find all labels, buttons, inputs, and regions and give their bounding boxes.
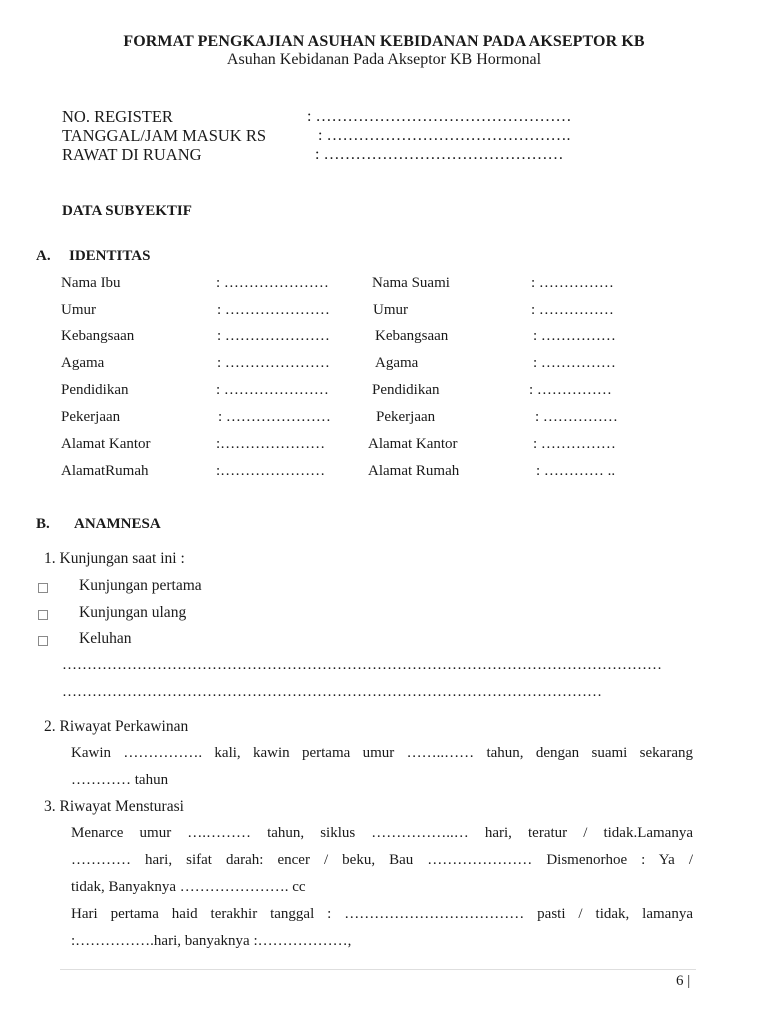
keluhan-fill-line-1: ………………………………………………………………………………………………………… xyxy=(62,657,662,673)
identitas-left-label: AlamatRumah xyxy=(61,463,149,479)
document-title: FORMAT PENGKAJIAN ASUHAN KEBIDANAN PADA AKSEPTOR KB xyxy=(123,33,645,50)
identitas-right-label: Agama xyxy=(375,355,419,371)
identitas-right-value: : …………… xyxy=(531,302,614,318)
section-anamnesa-heading: ANAMNESA xyxy=(74,516,161,532)
section-identitas-heading: IDENTITAS xyxy=(69,248,151,264)
option-keluhan: Keluhan xyxy=(79,630,132,647)
menstrual-history-line-4: Hari pertama haid terakhir tanggal : ……………………………… pasti / tidak, lamanya xyxy=(71,906,693,922)
keluhan-fill-line-2: ……………………………………………………………………………………………… xyxy=(62,684,602,700)
menstrual-history-line-2: ………… hari, sifat darah: encer / beku, Bau ………………… Dismenorhoe : Ya / xyxy=(71,852,693,868)
identitas-right-value: : ………… .. xyxy=(536,463,616,479)
identitas-right-value: : …………… xyxy=(535,409,618,425)
checkbox-keluhan[interactable] xyxy=(38,636,48,646)
identitas-right-value: : …………… xyxy=(533,328,616,344)
option-kunjungan-pertama: Kunjungan pertama xyxy=(79,577,202,594)
identitas-left-label: Alamat Kantor xyxy=(61,436,151,452)
identitas-right-value: : …………… xyxy=(529,382,612,398)
identitas-left-value: : ………………… xyxy=(217,328,330,344)
section-marker-b: B. xyxy=(36,516,50,532)
option-kunjungan-ulang: Kunjungan ulang xyxy=(79,604,187,621)
menstrual-history-line-5: :…………….hari, banyaknya :………………, xyxy=(71,933,352,949)
identitas-left-value: :………………… xyxy=(216,436,326,452)
identitas-right-label: Nama Suami xyxy=(372,275,450,291)
identitas-right-label: Alamat Rumah xyxy=(368,463,460,479)
identitas-left-value: : ………………… xyxy=(216,275,329,291)
question-3-label: 3. Riwayat Mensturasi xyxy=(44,798,184,815)
identitas-left-value: :………………… xyxy=(216,463,326,479)
identitas-left-value: : ………………… xyxy=(217,355,330,371)
identitas-left-label: Pekerjaan xyxy=(61,409,121,425)
identitas-right-label: Alamat Kantor xyxy=(368,436,458,452)
identitas-left-label: Pendidikan xyxy=(61,382,129,398)
identitas-right-label: Pendidikan xyxy=(372,382,440,398)
register-label: NO. REGISTER xyxy=(62,107,173,126)
identitas-right-label: Kebangsaan xyxy=(375,328,449,344)
identitas-right-label: Umur xyxy=(373,302,408,318)
register-value: : ………………………………………… xyxy=(307,108,572,125)
section-marker-a: A. xyxy=(36,248,51,264)
checkbox-kunjungan-ulang[interactable] xyxy=(38,610,48,620)
identitas-right-label: Pekerjaan xyxy=(376,409,436,425)
identitas-left-label: Nama Ibu xyxy=(61,275,121,291)
identitas-left-label: Agama xyxy=(61,355,105,371)
footer-divider xyxy=(60,969,696,970)
section-data-subyektif: DATA SUBYEKTIF xyxy=(62,203,192,219)
identitas-right-value: : …………… xyxy=(533,355,616,371)
checkbox-kunjungan-pertama[interactable] xyxy=(38,583,48,593)
admission-time-value: : ………………………………………. xyxy=(318,127,571,144)
identitas-left-value: : ………………… xyxy=(216,382,329,398)
document-subtitle: Asuhan Kebidanan Pada Akseptor KB Hormonal xyxy=(226,51,542,68)
identitas-left-label: Kebangsaan xyxy=(61,328,135,344)
identitas-right-value: : …………… xyxy=(533,436,616,452)
marriage-history-line-2: ………… tahun xyxy=(71,772,169,788)
menstrual-history-line-1: Menarce umur ….……… tahun, siklus ……………..… hari, teratur / tidak.Lamanya xyxy=(71,825,693,841)
page-number: 6 | xyxy=(676,973,691,989)
identitas-left-label: Umur xyxy=(61,302,96,318)
identitas-left-value: : ………………… xyxy=(218,409,331,425)
question-1-label: 1. Kunjungan saat ini : xyxy=(44,550,185,567)
question-2-label: 2. Riwayat Perkawinan xyxy=(44,718,189,735)
ward-value: : ……………………………………… xyxy=(315,146,564,163)
identitas-left-value: : ………………… xyxy=(217,302,330,318)
ward-label: RAWAT DI RUANG xyxy=(62,145,202,164)
marriage-history-line-1: Kawin ……………. kali, kawin pertama umur ……..…… tahun, dengan suami sekarang xyxy=(71,745,693,761)
admission-time-label: TANGGAL/JAM MASUK RS xyxy=(62,126,267,145)
identitas-right-value: : …………… xyxy=(531,275,614,291)
menstrual-history-line-3: tidak, Banyaknya …………………. cc xyxy=(71,879,306,895)
